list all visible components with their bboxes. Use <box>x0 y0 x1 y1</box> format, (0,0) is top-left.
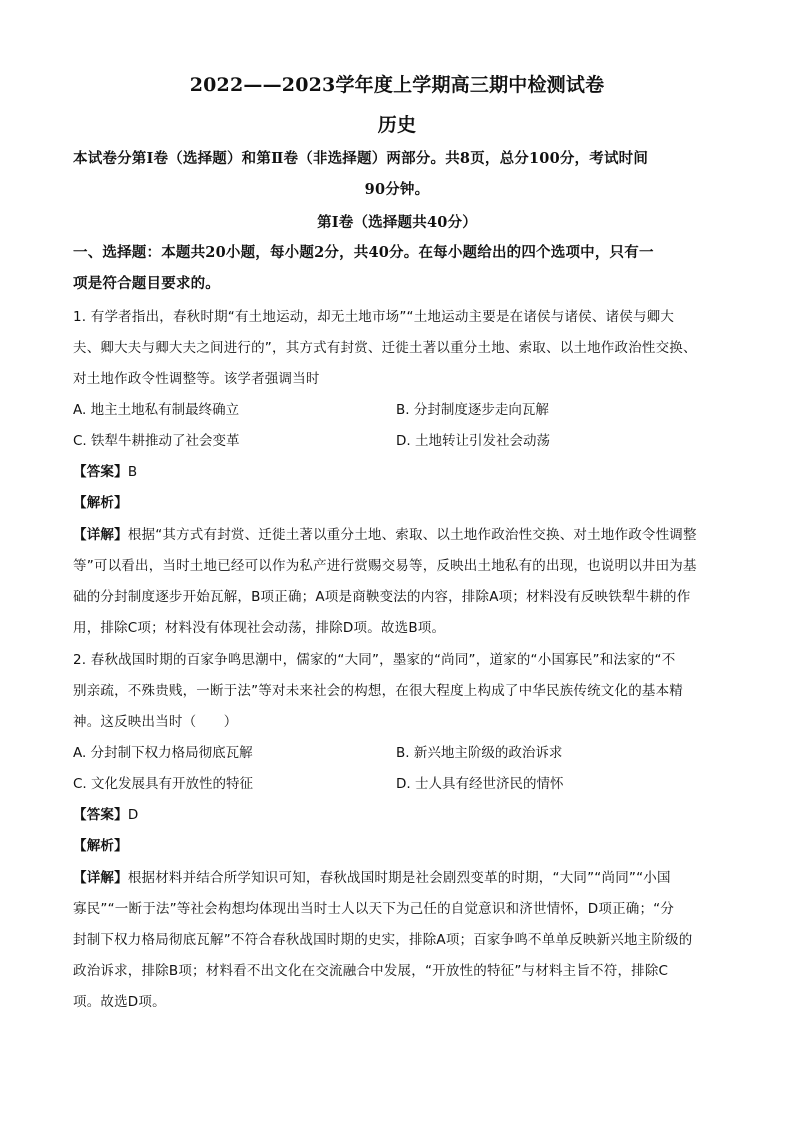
q1-answer <box>73 462 137 482</box>
q2-detail-line-1 <box>73 868 671 888</box>
intro-line-2: 90分钟。 <box>364 181 430 198</box>
q1-option-d: D. 土地转让引发社会动荡 <box>396 433 550 449</box>
part1-instruction-1: 一、选择题：本题共20小题，每小题2分，共40分。在每小题给出的四个选项中，只有一 <box>73 244 654 261</box>
intro-line-1: 本试卷分第Ⅰ卷（选择题）和第Ⅱ卷（非选择题）两部分。共8页，总分100分，考试时间 <box>73 150 649 167</box>
part1-instruction-2: 项是符合题目要求的。 <box>73 275 220 292</box>
q2-analysis-tag: 【解析】 <box>73 838 128 854</box>
q2-option-b: B. 新兴地主阶级的政治诉求 <box>396 745 563 761</box>
q2-answer-tag: 【答案】 <box>73 807 128 823</box>
q2-option-a: A. 分封制下权力格局彻底瓦解 <box>73 745 253 761</box>
q2-stem-line-2: 别亲疏，不殊贵贱，一断于法”等对未来社会的构想，在很大程度上构成了中华民族传统文化的基本精 <box>73 683 683 699</box>
part1-heading: 第Ⅰ卷（选择题共40分） <box>317 214 477 231</box>
q2-detail-line-5: 项。故选D项。 <box>73 994 166 1010</box>
q2-detail-tag: 【详解】 <box>73 870 128 886</box>
q2-detail-line-3: 封制下权力格局彻底瓦解”不符合春秋战国时期的史实，排除A项；百家争鸣不单单反映新兴地主阶级的 <box>73 932 693 948</box>
q1-detail-line-2: 等”可以看出，当时土地已经可以作为私产进行赏赐交易等，反映出土地私有的出现，也说明以井田为基 <box>73 558 697 574</box>
q1-detail-tag: 【详解】 <box>73 527 128 543</box>
q1-detail-line-1 <box>73 525 697 545</box>
q2-detail-line-4: 政治诉求，排除B项；材料看不出文化在交流融合中发展，“开放性的特征”与材料主旨不符，排除C <box>73 963 669 979</box>
q1-stem-line-2: 夫、卿大夫与卿大夫之间进行的”，其方式有封赏、迁徙土著以重分土地、索取、以土地作政治性交换、 <box>73 340 697 356</box>
q2-stem-line-1: 2. 春秋战国时期的百家争鸣思潮中，儒家的“大同”，墨家的“尚同”，道家的“小国寡民”和法家的“不 <box>73 652 676 668</box>
exam-title: 2022——2023学年度上学期高三期中检测试卷 <box>189 74 605 96</box>
q1-stem-line-1: 1. 有学者指出，春秋时期“有土地运动，却无土地市场”“土地运动主要是在诸侯与诸侯、诸侯与卿大 <box>73 309 675 325</box>
q1-detail-line-4: 用，排除C项；材料没有体现社会动荡，排除D项。故选B项。 <box>73 620 446 636</box>
q2-answer <box>73 805 138 825</box>
q1-analysis-tag: 【解析】 <box>73 495 128 511</box>
q1-detail-text-1: 根据“其方式有封赏、迁徙土著以重分土地、索取、以土地作政治性交换、对土地作政令性调整 <box>127 527 697 543</box>
q2-stem-line-3: 神。这反映出当时（ ） <box>73 714 238 730</box>
q1-option-a: A. 地主土地私有制最终确立 <box>73 402 240 418</box>
q2-option-d: D. 士人具有经世济民的情怀 <box>396 776 564 792</box>
q2-option-c: C. 文化发展具有开放性的特征 <box>73 776 254 792</box>
q2-detail-line-2: 寡民”“一断于法”等社会构想均体现出当时士人以天下为己任的自觉意识和济世情怀，D项正确；“分 <box>73 901 675 917</box>
q1-option-b: B. 分封制度逐步走向瓦解 <box>396 402 549 418</box>
q1-answer-value: B <box>127 464 138 480</box>
q2-detail-text-1: 根据材料并结合所学知识可知，春秋战国时期是社会剧烈变革的时期，“大同”“尚同”“小国 <box>127 870 671 886</box>
q1-detail-line-3: 础的分封制度逐步开始瓦解，B项正确；A项是商鞅变法的内容，排除A项；材料没有反映铁犁牛耕的作 <box>73 589 691 605</box>
q1-option-c: C. 铁犁牛耕推动了社会变革 <box>73 433 240 449</box>
q1-stem-line-3: 对土地作政令性调整等。该学者强调当时 <box>73 371 320 387</box>
subject-title: 历史 <box>377 114 417 136</box>
q2-answer-value: D <box>127 807 139 823</box>
q1-answer-tag: 【答案】 <box>73 464 128 480</box>
